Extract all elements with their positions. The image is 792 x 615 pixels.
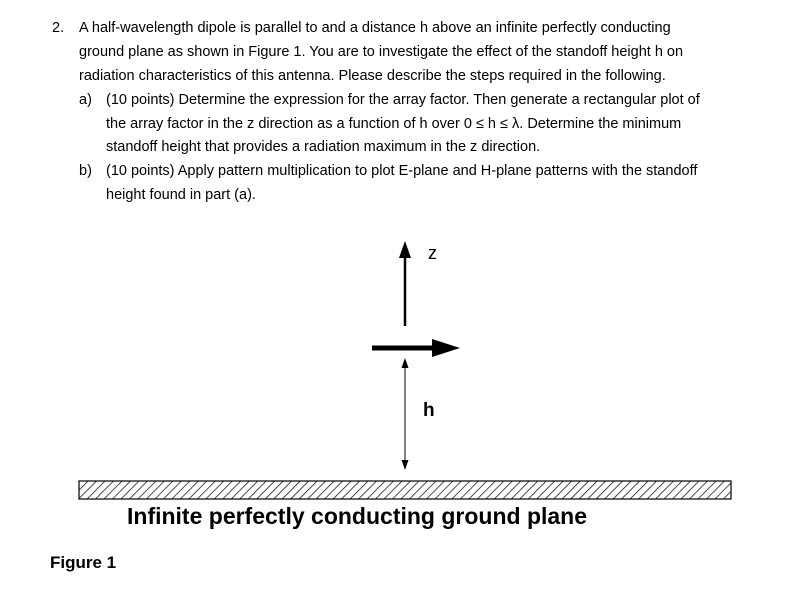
part-b-label: b) xyxy=(79,163,92,179)
part-b-line-2: height found in part (a). xyxy=(106,187,256,203)
z-axis-label: z xyxy=(428,243,437,263)
part-a-label: a) xyxy=(79,92,92,108)
figure-caption: Figure 1 xyxy=(50,553,117,572)
ground-plane-label: Infinite perfectly conducting ground plane xyxy=(127,503,588,529)
dipole-arrow xyxy=(372,339,460,357)
problem-text-line-2: ground plane as shown in Figure 1. You are to investigate the effect of the standoff height h on xyxy=(79,44,684,60)
problem-text-line-1: A half-wavelength dipole is parallel to and a distance h above an infinite perfectly conducting xyxy=(79,20,671,36)
problem-number: 2. xyxy=(52,20,65,36)
part-b-line-1: (10 points) Apply pattern multiplication to plot E-plane and H-plane patterns with the standoff xyxy=(106,163,698,179)
problem-text-line-3: radiation characteristics of this antenna. Please describe the steps required in the following. xyxy=(79,68,666,84)
height-dimension-arrow xyxy=(402,358,409,470)
height-label: h xyxy=(423,400,435,421)
part-a-line-3: standoff height that provides a radiation maximum in the z direction. xyxy=(106,139,541,155)
part-a-line-2: the array factor in the z direction as a function of h over 0 ≤ h ≤ λ. Determine the minimum xyxy=(106,116,682,132)
part-a-line-1: (10 points) Determine the expression for the array factor. Then generate a rectangular plot of xyxy=(106,92,700,108)
z-axis-arrow xyxy=(399,241,411,326)
ground-plane xyxy=(79,481,731,499)
